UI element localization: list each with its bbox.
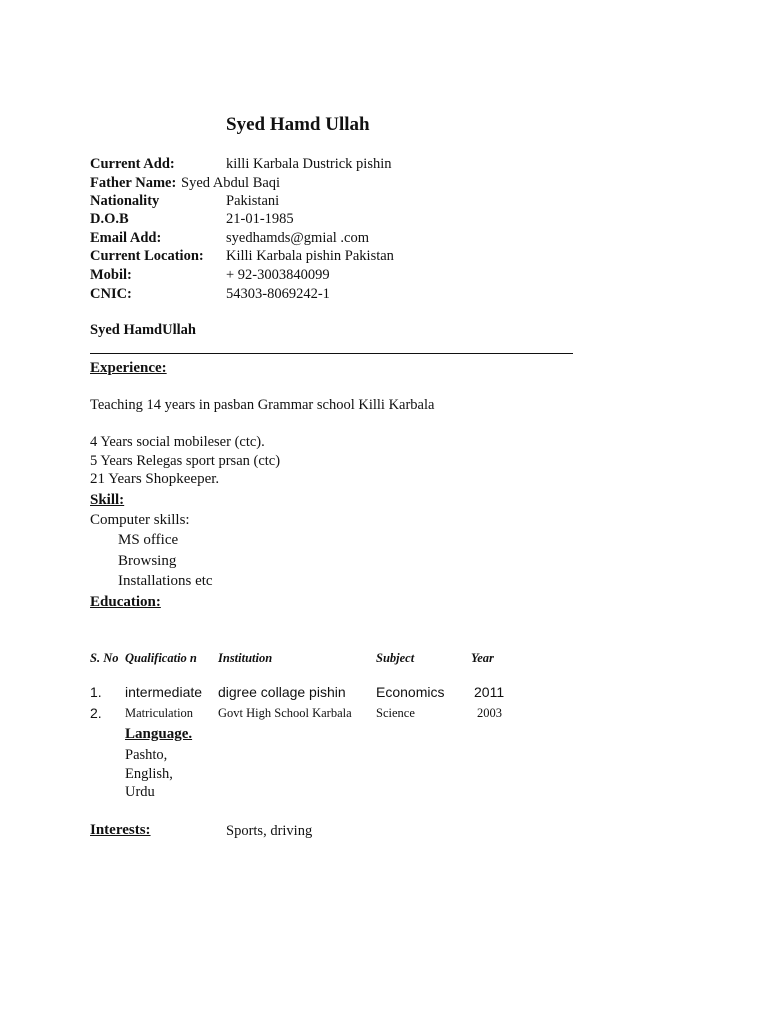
column-header-year: Year bbox=[471, 651, 494, 665]
label-dob: D.O.B bbox=[90, 211, 129, 227]
education-heading: Education: bbox=[90, 594, 161, 610]
experience-item: 21 Years Shopkeeper. bbox=[90, 471, 220, 487]
value-dob: 21-01-1985 bbox=[226, 211, 294, 227]
label-mobile: Mobil: bbox=[90, 267, 132, 283]
value-current-location: Killi Karbala pishin Pakistan bbox=[226, 248, 394, 264]
column-header-subject: Subject bbox=[376, 651, 415, 665]
value-mobile: + 92-3003840099 bbox=[226, 267, 330, 283]
label-father-name: Father Name: bbox=[90, 175, 177, 191]
language-item: Urdu bbox=[125, 784, 155, 800]
skill-item: Browsing bbox=[118, 553, 177, 569]
horizontal-rule bbox=[90, 353, 573, 354]
experience-heading: Experience: bbox=[90, 360, 167, 376]
column-header-institution: Institution bbox=[218, 651, 273, 665]
experience-item: Teaching 14 years in pasban Grammar school Killi Karbala bbox=[90, 397, 435, 413]
education-row-1-qualification: intermediate bbox=[125, 684, 203, 700]
column-header-qualification: Qualificatio n bbox=[125, 651, 197, 665]
skill-item: Installations etc bbox=[118, 573, 213, 589]
experience-item: 4 Years social mobileser (ctc). bbox=[90, 434, 265, 450]
interests-value: Sports, driving bbox=[226, 823, 313, 839]
education-row-1-institution: digree collage pishin bbox=[218, 684, 346, 700]
education-row-2-subject: Science bbox=[376, 706, 415, 720]
value-nationality: Pakistani bbox=[226, 193, 280, 209]
value-current-address: killi Karbala Dustrick pishin bbox=[226, 156, 392, 172]
label-current-location: Current Location: bbox=[90, 248, 204, 264]
education-row-1-year: 2011 bbox=[474, 684, 505, 700]
language-heading: Language. bbox=[125, 726, 193, 742]
interests-heading: Interests: bbox=[90, 822, 151, 838]
education-row-2-no: 2. bbox=[90, 705, 102, 721]
signature-name: Syed HamdUllah bbox=[90, 322, 196, 338]
label-email: Email Add: bbox=[90, 230, 162, 246]
experience-item: 5 Years Relegas sport prsan (ctc) bbox=[90, 453, 281, 469]
resume-name-title: Syed Hamd Ullah bbox=[226, 114, 370, 135]
column-header-sno: S. No bbox=[90, 651, 119, 665]
skill-intro: Computer skills: bbox=[90, 512, 190, 528]
skill-heading: Skill: bbox=[90, 492, 125, 508]
language-item: Pashto, bbox=[125, 747, 168, 763]
education-row-1-no: 1. bbox=[90, 684, 102, 700]
value-email: syedhamds@gmial .com bbox=[226, 230, 370, 246]
language-item: English, bbox=[125, 766, 173, 782]
education-row-2-year: 2003 bbox=[477, 706, 502, 720]
label-cnic: CNIC: bbox=[90, 286, 132, 302]
label-nationality: Nationality bbox=[90, 193, 160, 209]
education-row-1-subject: Economics bbox=[376, 684, 445, 700]
label-current-address: Current Add: bbox=[90, 156, 175, 172]
value-cnic: 54303-8069242-1 bbox=[226, 286, 330, 302]
education-row-2-qualification: Matriculation bbox=[125, 706, 194, 720]
skill-item: MS office bbox=[118, 532, 179, 548]
value-father-name: Syed Abdul Baqi bbox=[181, 175, 281, 191]
education-row-2-institution: Govt High School Karbala bbox=[218, 706, 352, 720]
